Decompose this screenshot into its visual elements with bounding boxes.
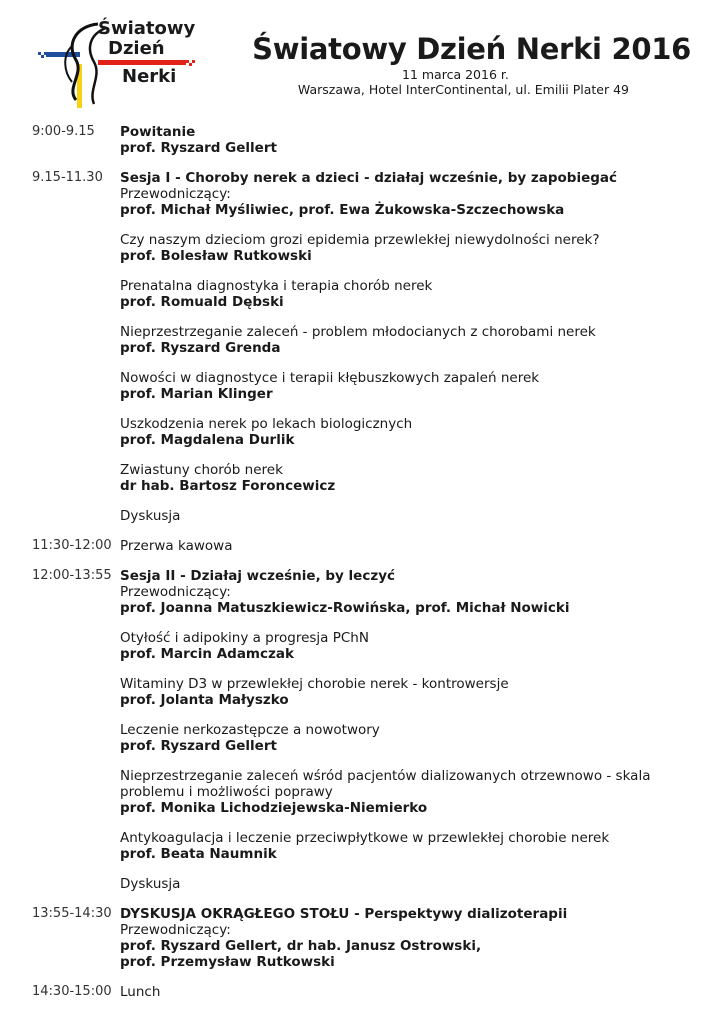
program-item [32,538,712,554]
talk-title: Otyłość i adipokiny a progresja PChN [120,630,369,646]
session-time: 12:00-13:55 [32,568,112,583]
talk-speaker: prof. Magdalena Durlik [120,432,295,448]
page-title: Światowy Dzień Nerki 2016 [252,32,691,66]
session-plain: Lunch [120,984,161,1000]
session-content [120,568,712,892]
session-title: Sesja I - Choroby nerek a dzieci - działaj wcześnie, by zapobiegać [120,170,618,186]
logo-line-2: Dzień [108,38,165,59]
discussion-label: Dyskusja [120,508,181,524]
session-title: Powitanie [120,124,196,140]
talk-speaker: dr hab. Bartosz Foroncewicz [120,478,336,494]
session-content [120,124,712,156]
session-title: Sesja II - Działaj wcześnie, by leczyć [120,568,396,584]
session-content [120,906,712,970]
talk-title: Uszkodzenia nerek po lekach biologicznych [120,416,413,432]
talk-speaker: prof. Marcin Adamczak [120,646,294,662]
logo-line-1: Światowy [98,18,196,39]
chair-names: prof. Ryszard Gellert, dr hab. Janusz Ostrowski, [120,938,482,954]
event-venue: Warszawa, Hotel InterContinental, ul. Emilii Plater 49 [297,82,629,97]
talk-speaker: prof. Monika Lichodziejewska-Niemierko [120,800,428,816]
talk-speaker: prof. Romuald Dębski [120,294,284,310]
talk-title: Zwiastuny chorób nerek [120,462,283,478]
session-time: 14:30-15:00 [32,984,112,999]
event-logo [36,16,206,108]
chair-names: prof. Przemysław Rutkowski [120,954,335,970]
talk-title: Antykoagulacja i leczenie przeciwpłytkowe w przewlekłej chorobie nerek [120,830,610,846]
talk-title: Witaminy D3 w przewlekłej chorobie nerek - kontrowersje [120,676,509,692]
talk-speaker: prof. Beata Naumnik [120,846,277,862]
chair-label: Przewodniczący: [120,584,231,600]
session-time: 11:30-12:00 [32,538,112,553]
header [0,0,725,115]
talk-title: Nieprzestrzeganie zaleceń - problem młodocianych z chorobami nerek [120,324,596,340]
program-item [32,906,712,970]
session-time: 9:00-9.15 [32,124,95,139]
talk-speaker: prof. Ryszard Gellert [120,738,277,754]
talk-title: Nowości w diagnostyce i terapii kłębuszkowych zapaleń nerek [120,370,540,386]
chair-label: Przewodniczący: [120,922,231,938]
talk-title: Prenatalna diagnostyka i terapia chorób nerek [120,278,433,294]
program-item [32,984,712,1000]
session-content [120,538,712,554]
logo-line-3: Nerki [122,66,177,87]
talk-title: Nieprzestrzeganie zaleceń wśród pacjentów dializowanych otrzewnowo - skala [120,768,651,784]
chair-names: prof. Michał Myśliwiec, prof. Ewa Żukowska-Szczechowska [120,202,565,218]
talk-speaker: prof. Bolesław Rutkowski [120,248,312,264]
session-time: 13:55-14:30 [32,906,112,921]
program-schedule [32,124,712,1000]
talk-title: problemu i możliwości poprawy [120,784,333,800]
talk-speaker: prof. Marian Klinger [120,386,273,402]
speaker-name: prof. Ryszard Gellert [120,140,277,156]
chair-label: Przewodniczący: [120,186,231,202]
event-date: 11 marca 2016 r. [402,67,509,82]
session-plain: Przerwa kawowa [120,538,233,554]
session-content [120,984,712,1000]
session-title: DYSKUSJA OKRĄGŁEGO STOŁU - Perspektywy dializoterapii [120,906,568,922]
talk-title: Czy naszym dzieciom grozi epidemia przewlekłej niewydolności nerek? [120,232,600,248]
program-item [32,124,712,156]
talk-speaker: prof. Jolanta Małyszko [120,692,289,708]
talk-title: Leczenie nerkozastępcze a nowotwory [120,722,380,738]
session-time: 9.15-11.30 [32,170,103,185]
chair-names: prof. Joanna Matuszkiewicz-Rowińska, prof. Michał Nowicki [120,600,570,616]
session-content [120,170,712,524]
program-item [32,568,712,892]
talk-speaker: prof. Ryszard Grenda [120,340,281,356]
program-item [32,170,712,524]
discussion-label: Dyskusja [120,876,181,892]
